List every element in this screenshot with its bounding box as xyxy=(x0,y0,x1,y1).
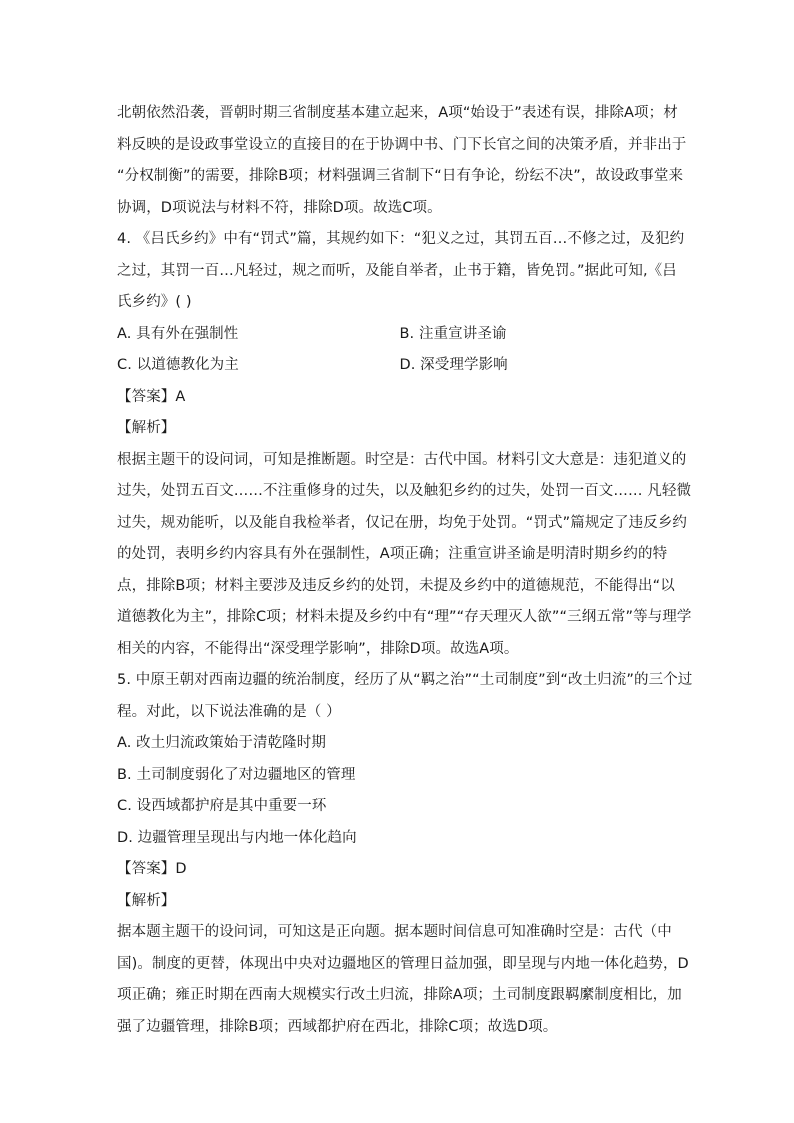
option-c: C. 设西域都护府是其中重要一环 xyxy=(117,798,327,814)
option-c: C. 以道德教化为主 xyxy=(117,357,239,373)
document-page xyxy=(117,98,693,1043)
option-b: B. 注重宣讲圣谕 xyxy=(399,325,507,342)
option-d: D. 深受理学影响 xyxy=(399,357,508,373)
analysis-line: 道德教化为主”，排除C项；材料未提及乡约中有“理”“存天理灭人欲”“三纲五常”等与理学 xyxy=(117,609,692,625)
analysis-line: 据本题主题干的设问词，可知这是正向题。据本题时间信息可知准确时空是：古代（中 xyxy=(117,924,672,940)
question-4 xyxy=(117,224,692,665)
question-stem-line: 之过，其罚一百…凡轻过，规之而听，及能自举者，止书于籍，皆免罚。”据此可知,《吕 xyxy=(117,262,677,279)
question-stem-line: 程。对此，以下说法准确的是（ ） xyxy=(117,703,341,720)
analysis-label: 【解析】 xyxy=(117,420,176,436)
question-5 xyxy=(117,665,693,1043)
options-row xyxy=(117,350,682,382)
question-stem-line: 氏乡约》( ) xyxy=(117,294,192,310)
analysis-line: 点，排除B项；材料主要涉及违反乡约的处罚，未提及乡约中的道德规范，不能得出“以 xyxy=(117,577,675,594)
question-stem-line: 4. 《吕氏乡约》中有“罚式”篇，其规约如下：“犯义之过，其罚五百…不修之过，及犯约 xyxy=(117,231,685,247)
analysis-line: 根据主题干的设问词，可知是推断题。时空是：古代中国。材料引文大意是：违犯道义的 xyxy=(117,451,687,468)
question-stem-line: 5. 中原王朝对西南边疆的统治制度，经历了从“羁之治”“土司制度”到“改土归流”的三个过 xyxy=(117,672,693,688)
text-line: “分权制衡”的需要，排除B项；材料强调三省制下“日有争论，纷纭不决”，故设政事堂来 xyxy=(117,168,684,184)
analysis-label: 【解析】 xyxy=(117,892,176,909)
answer-label: 【答案】A xyxy=(117,388,186,405)
analysis-line: 相关的内容，不能得出“深受理学影响”，排除D项。故选A项。 xyxy=(117,640,519,657)
option-a: A. 改土归流政策始于清乾隆时期 xyxy=(117,735,326,751)
analysis-line: 强了边疆管理，排除B项；西域都护府在西北，排除C项；故选D项。 xyxy=(117,1018,558,1035)
options-row xyxy=(117,319,682,351)
option-d: D. 边疆管理呈现出与内地一体化趋向 xyxy=(117,829,357,846)
text-line: 料反映的是设政事堂设立的直接目的在于协调中书、门下长官之间的决策矛盾，并非出于 xyxy=(117,136,687,153)
answer-label: 【答案】D xyxy=(117,861,187,877)
analysis-line: 项正确；雍正时期在西南大规模实行改土归流，排除A项；土司制度跟羁縻制度相比，加 xyxy=(117,987,682,1003)
analysis-line: 过失，处罚五百文……不注重修身的过失，以及触犯乡约的过失，处罚一百文…… 凡轻微 xyxy=(117,483,692,499)
text-line: 协调，D项说法与材料不符，排除D项。故选C项。 xyxy=(117,199,442,216)
text-line: 北朝依然沿袭，晋朝时期三省制度基本建立起来，A项“始设于”表述有误，排除A项；材 xyxy=(117,105,678,121)
analysis-line: 国)。制度的更替，体现出中央对边疆地区的管理日益加强，即呈现与内地一体化趋势，D xyxy=(117,955,689,972)
option-a: A. 具有外在强制性 xyxy=(117,325,239,342)
option-b: B. 土司制度弱化了对边疆地区的管理 xyxy=(117,766,356,783)
analysis-line: 的处罚，表明乡约内容具有外在强制性，A项正确；注重宣讲圣谕是明清时期乡约的特 xyxy=(117,546,668,562)
analysis-line: 过失，规劝能听，以及能自我检举者，仅记在册，均免于处罚。“罚式”篇规定了违反乡约 xyxy=(117,514,688,531)
intro-explanation xyxy=(117,98,687,224)
